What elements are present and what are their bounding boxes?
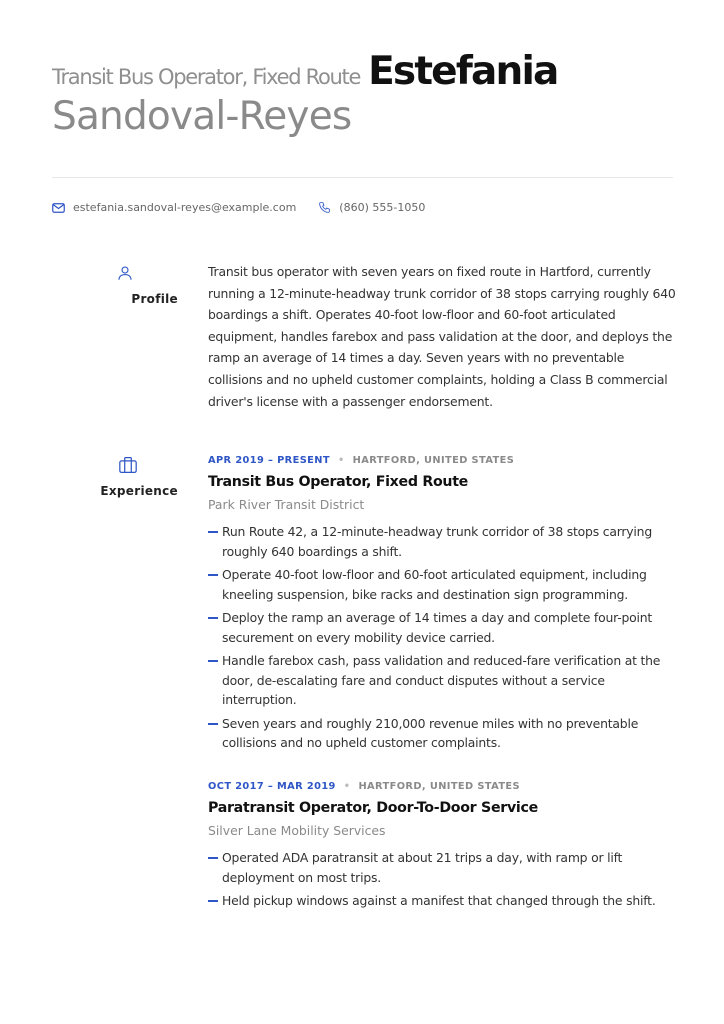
meta-separator: • <box>337 455 345 466</box>
job-entry <box>208 455 678 757</box>
contact-phone[interactable] <box>318 201 425 214</box>
bullet-item: Deploy the ramp an average of 14 times a day and complete four-point securement on every mobility device carried. <box>208 608 678 647</box>
last-name: Sandoval-Reyes <box>52 94 352 139</box>
contact-email[interactable] <box>52 201 296 214</box>
bullet-item: Seven years and roughly 210,000 revenue miles with no preventable collisions and no upheld customer complaints. <box>208 714 678 753</box>
experience-section-head <box>52 456 178 498</box>
bullet-item: Run Route 42, a 12-minute-headway trunk corridor of 38 stops carrying roughly 640 boardings a shift. <box>208 522 678 561</box>
user-icon <box>116 264 134 282</box>
job-entry <box>208 781 678 915</box>
contact-bar <box>52 201 447 214</box>
bullet-item: Handle farebox cash, pass validation and reduced-fare verification at the door, de-escalating fare and conduct disputes without a service interruption. <box>208 651 678 710</box>
job-meta <box>208 781 678 792</box>
job-location: HARTFORD, UNITED STATES <box>352 455 515 466</box>
briefcase-icon <box>118 456 138 474</box>
job-dates: OCT 2017 – MAR 2019 <box>208 781 336 792</box>
job-company: Silver Lane Mobility Services <box>208 823 386 838</box>
job-position-title: Paratransit Operator, Door-To-Door Service <box>208 800 538 816</box>
header-divider <box>52 177 673 178</box>
job-meta <box>208 455 678 466</box>
job-position-title: Transit Bus Operator, Fixed Route <box>208 474 468 490</box>
profile-label: Profile <box>131 292 178 306</box>
job-bullets <box>208 848 678 911</box>
phone-icon <box>318 201 331 214</box>
name-line <box>52 49 682 94</box>
job-company: Park River Transit District <box>208 497 365 512</box>
job-title: Transit Bus Operator, Fixed Route <box>52 65 361 89</box>
bullet-item: Operated ADA paratransit at about 21 trips a day, with ramp or lift deployment on most trips. <box>208 848 678 887</box>
phone-text[interactable]: (860) 555-1050 <box>339 201 426 214</box>
profile-summary: Transit bus operator with seven years on fixed route in Hartford, currently running a 12-minute-headway trunk corridor of 38 stops carrying roughly 640 boardings a shift. Operates 40-foot low-floor and 60-foot articulated equipment, handles farebox and pass validation at the door, and deploys the ramp an average of 14 times a day. Seven years with no preventable collisions and no upheld customer complaints, holding a Class B commercial driver's license with a passenger endorsement. <box>208 264 676 409</box>
job-location: HARTFORD, UNITED STATES <box>358 781 520 792</box>
job-dates: APR 2019 – PRESENT <box>208 455 330 466</box>
mail-icon <box>52 203 65 213</box>
profile-section-head <box>52 264 178 306</box>
first-name: Estefania <box>368 49 558 94</box>
resume-header <box>52 49 682 139</box>
experience-label: Experience <box>100 484 178 498</box>
email-text[interactable]: estefania.sandoval-reyes@example.com <box>73 201 297 214</box>
meta-separator: • <box>343 781 351 792</box>
bullet-item: Held pickup windows against a manifest that changed through the shift. <box>208 891 678 911</box>
job-bullets <box>208 522 678 753</box>
bullet-item: Operate 40-foot low-floor and 60-foot articulated equipment, including kneeling suspension, bike racks and destination sign programming. <box>208 565 678 604</box>
